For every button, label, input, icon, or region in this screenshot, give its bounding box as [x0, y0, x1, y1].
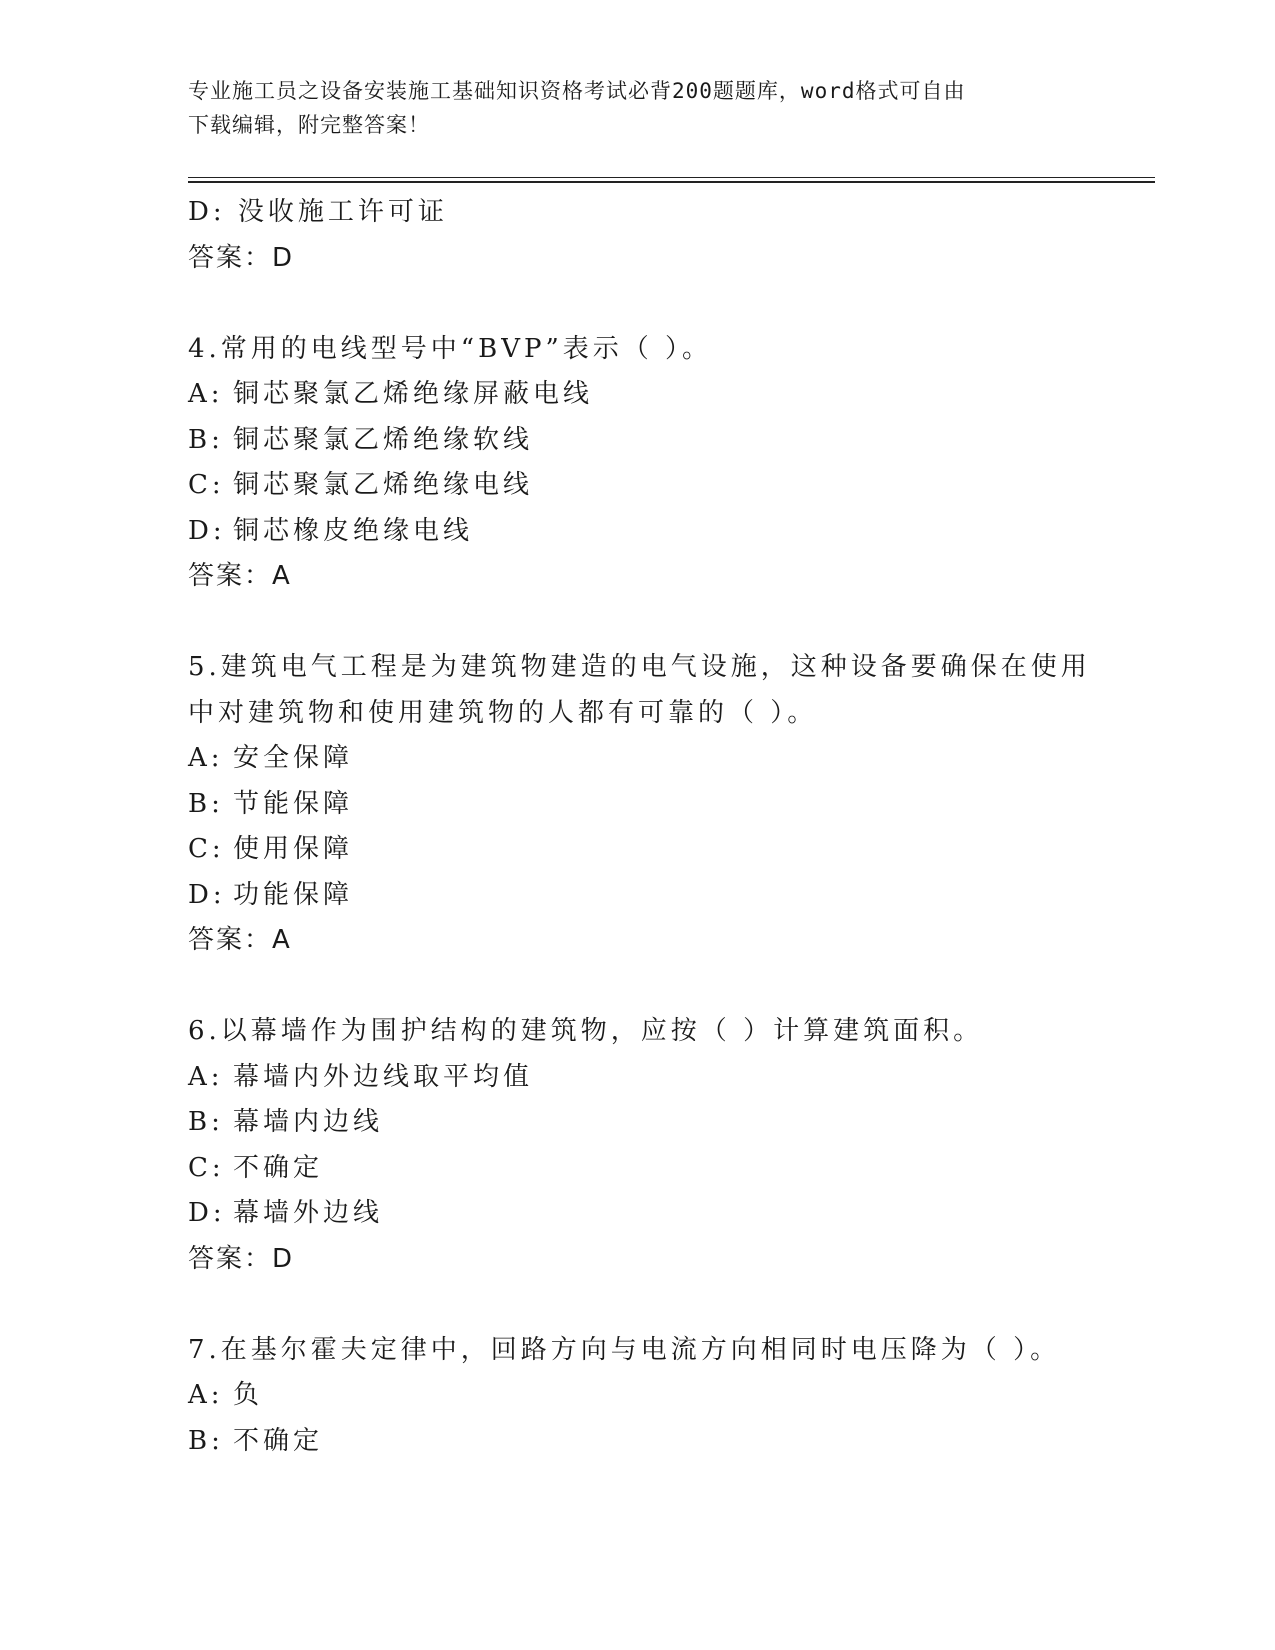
option-label: B:: [188, 424, 224, 455]
option-text: 铜芯聚氯乙烯绝缘软线: [233, 424, 534, 455]
question-block-6: [188, 1009, 1088, 1282]
option-label: D:: [188, 879, 226, 910]
option-label: C:: [188, 834, 225, 864]
option-label: A:: [188, 1380, 224, 1410]
question-block-4: [188, 327, 1088, 600]
question-list: [188, 190, 1091, 1464]
option-text: 铜芯橡皮绝缘电线: [233, 515, 474, 546]
option-b: [188, 782, 1088, 828]
answer-line: 答案：D: [188, 1243, 295, 1274]
option-text: 幕墙内边线: [233, 1107, 384, 1137]
header-divider-top: [188, 177, 1155, 178]
header-title-line-2: 下载编辑，附完整答案！: [188, 113, 430, 137]
question-stem: 7.在基尔霍夫定律中，回路方向与电流方向相同时电压降为（ ）。: [188, 1334, 1061, 1365]
option-text: 铜芯聚氯乙烯绝缘电线: [233, 470, 534, 500]
question-stem-continued: 中对建筑物和使用建筑物的人都有可靠的（ ）。: [188, 697, 818, 728]
carryover-option-d: D: 没收施工许可证: [188, 197, 448, 227]
option-c: [188, 463, 1088, 509]
option-b: [188, 1100, 1088, 1146]
option-a: [188, 1373, 1088, 1419]
spacer: [188, 600, 1088, 646]
option-a: [188, 372, 1088, 418]
option-label: C:: [188, 1152, 225, 1183]
option-d: [188, 509, 1088, 555]
option-text: 节能保障: [233, 788, 354, 819]
option-a: [188, 1055, 1088, 1101]
question-stem: 4.常用的电线型号中“BVP”表示（ ）。: [188, 333, 713, 364]
header-title-line-1: 专业施工员之设备安装施工基础知识资格考试必背200题题库，word格式可自由: [188, 79, 966, 103]
option-label: D:: [188, 515, 226, 546]
option-label: B:: [188, 1425, 224, 1456]
question-stem: 5.建筑电气工程是为建筑物建造的电气设施，这种设备要确保在使用: [188, 652, 1091, 682]
option-text: 幕墙外边线: [233, 1198, 384, 1228]
question-block-5: [188, 645, 1091, 964]
option-label: A:: [188, 1061, 224, 1092]
option-text: 不确定: [233, 1425, 324, 1456]
option-label: A:: [188, 743, 224, 773]
spacer: [188, 1282, 1088, 1328]
option-c: [188, 827, 1088, 873]
document-header: [188, 74, 1068, 142]
option-b: [188, 1419, 1088, 1465]
option-text: 使用保障: [233, 834, 354, 864]
answer-line: 答案：A: [188, 561, 292, 591]
carryover-answer: 答案：D: [188, 242, 295, 273]
header-divider-bottom: [188, 181, 1155, 183]
option-b: [188, 418, 1088, 464]
spacer: [188, 964, 1088, 1010]
option-text: 铜芯聚氯乙烯绝缘屏蔽电线: [233, 379, 594, 409]
question-block-7: [188, 1328, 1088, 1465]
answer-line: 答案：A: [188, 925, 292, 955]
option-c: [188, 1146, 1088, 1192]
option-text: 安全保障: [233, 743, 354, 773]
option-d: [188, 873, 1088, 919]
option-text: 功能保障: [233, 879, 354, 910]
option-a: [188, 736, 1088, 782]
option-label: B:: [188, 788, 224, 819]
option-label: D:: [188, 1198, 226, 1228]
spacer: [188, 281, 1088, 327]
option-text: 负: [233, 1380, 264, 1410]
question-stem: 6.以幕墙作为围护结构的建筑物，应按（ ）计算建筑面积。: [188, 1016, 984, 1046]
option-text: 不确定: [233, 1152, 324, 1183]
option-label: B:: [188, 1107, 224, 1137]
option-label: A:: [188, 379, 224, 409]
option-label: C:: [188, 470, 225, 500]
option-text: 幕墙内外边线取平均值: [233, 1061, 534, 1092]
option-d: [188, 1191, 1088, 1237]
